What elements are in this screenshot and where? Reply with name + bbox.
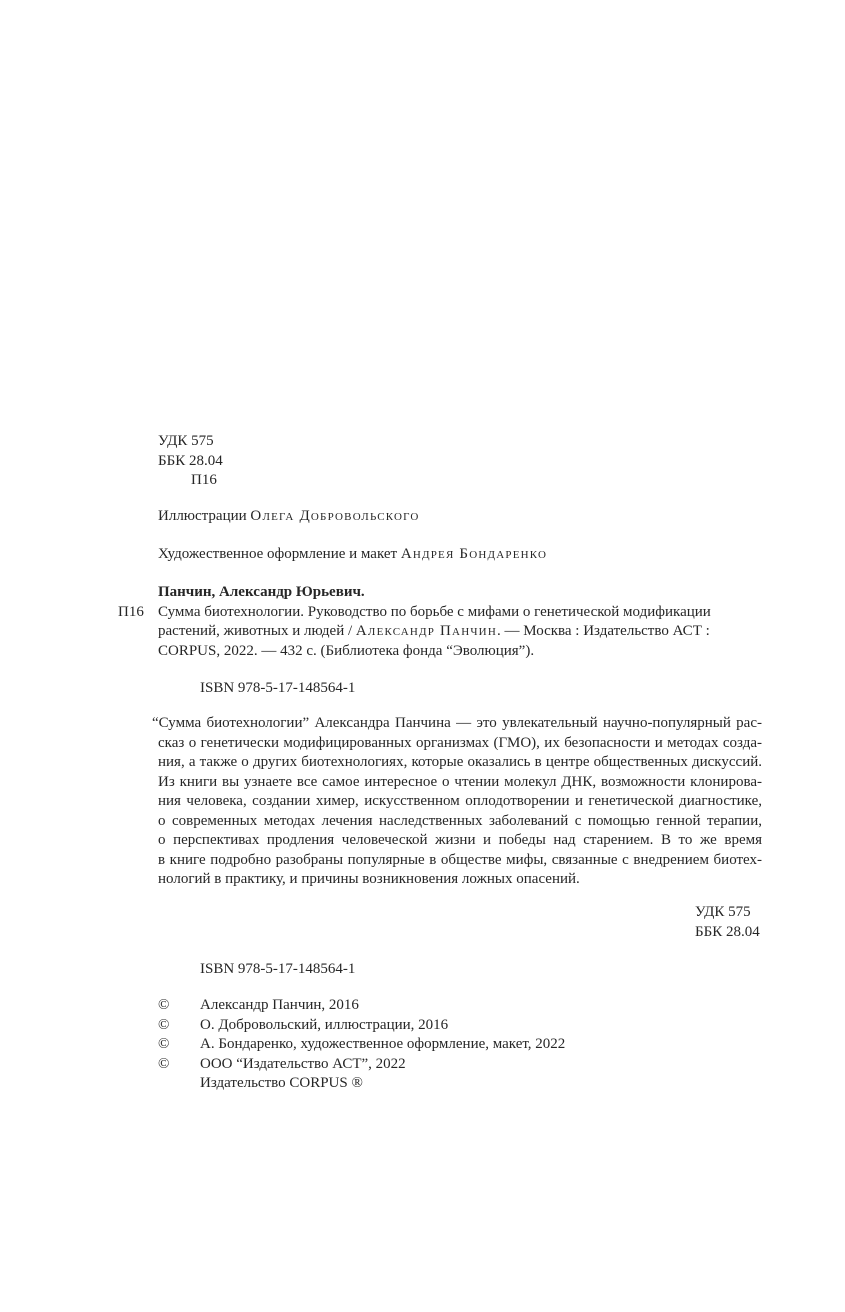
copyright-text: Александр Панчин, 2016 (200, 997, 359, 1013)
record-line-2-prefix: растений, животных и людей / (158, 623, 356, 639)
copyright-symbol: © (158, 1016, 170, 1033)
annotation-line: Из книги вы узнаете все самое интересное о чтении молекул ДНК, возможности клонирова- (158, 773, 762, 790)
author-sign: П16 (191, 472, 217, 488)
annotation-line: нологий в практику, и причины возникновения ложных опасений. (158, 871, 580, 887)
copyright-item (158, 996, 565, 1016)
illustrator-name: Олега Добровольского (250, 508, 420, 524)
annotation-line: о перспективах продления человеческой жизни и победы над старением. В то же время (158, 832, 762, 848)
illustrations-prefix: Иллюстрации (158, 508, 251, 524)
copyright-text: ООО “Издательство АСТ”, 2022 (200, 1055, 406, 1072)
annotation-line: сказ о генетически модифицированных организмах (ГМО), их безопасности и методах созда- (158, 734, 762, 751)
record-author-sign: П16 (118, 603, 144, 620)
annotation-line: ния, а также о других биотехнологиях, которые оказались в центре общественных дискуссий. (158, 754, 762, 770)
isbn-top: ISBN 978-5-17-148564-1 (200, 680, 356, 696)
bbk-code-bottom: ББК 28.04 (695, 923, 760, 940)
record-line-2 (158, 622, 711, 642)
annotation (152, 714, 762, 890)
design-prefix: Художественное оформление и макет (158, 546, 401, 562)
copyright-item (158, 1035, 565, 1055)
annotation-line: “Сумма биотехнологии” Александра Панчина — это увлекательный научно-популярный рас- (152, 715, 762, 731)
copyright-item (158, 1074, 565, 1094)
illustrations-credit (158, 507, 420, 527)
copyright-text: А. Бондаренко, художественное оформление, макет, 2022 (200, 1036, 566, 1052)
isbn-bottom: ISBN 978-5-17-148564-1 (200, 961, 356, 977)
record-line-1: Сумма биотехнологии. Руководство по борьбе с мифами о генетической модификации (158, 603, 711, 620)
annotation-line: о современных методах лечения наследственных заболеваний с помощью генной терапии, (158, 812, 762, 829)
copyright-symbol: © (158, 1055, 170, 1072)
copyright-symbol: © (158, 1036, 170, 1052)
record-line-2-suffix: . — Москва : Издательство АСТ : (496, 623, 710, 639)
copyright-item (158, 1016, 565, 1036)
copyright-text: Издательство CORPUS ® (200, 1075, 363, 1091)
annotation-line: в книге подробно разобраны популярные в обществе мифы, связанные с внедрением биотех- (158, 851, 762, 868)
design-credit (158, 545, 547, 565)
bbk-code: ББК 28.04 (158, 452, 223, 469)
copyright-item (158, 1055, 565, 1075)
designer-name: Андрея Бондаренко (400, 546, 548, 562)
copyright-text: О. Добровольский, иллюстрации, 2016 (200, 1016, 449, 1033)
udk-code-bottom: УДК 575 (695, 904, 751, 920)
bibliographic-record (158, 583, 711, 661)
copyright-symbol: © (158, 997, 170, 1013)
author-heading: Панчин, Александр Юрьевич. (158, 584, 365, 600)
classification-bottom (695, 903, 760, 942)
record-author: Александр Панчин (355, 623, 497, 639)
udk-code: УДК 575 (158, 433, 214, 449)
copyright-list (158, 996, 565, 1094)
annotation-line: ния человека, создании химер, искусственном оплодотворении и генетической диагностике, (158, 793, 762, 809)
record-line-3: CORPUS, 2022. — 432 с. (Библиотека фонда “Эволюция”). (158, 642, 535, 659)
classification-top (158, 432, 223, 491)
